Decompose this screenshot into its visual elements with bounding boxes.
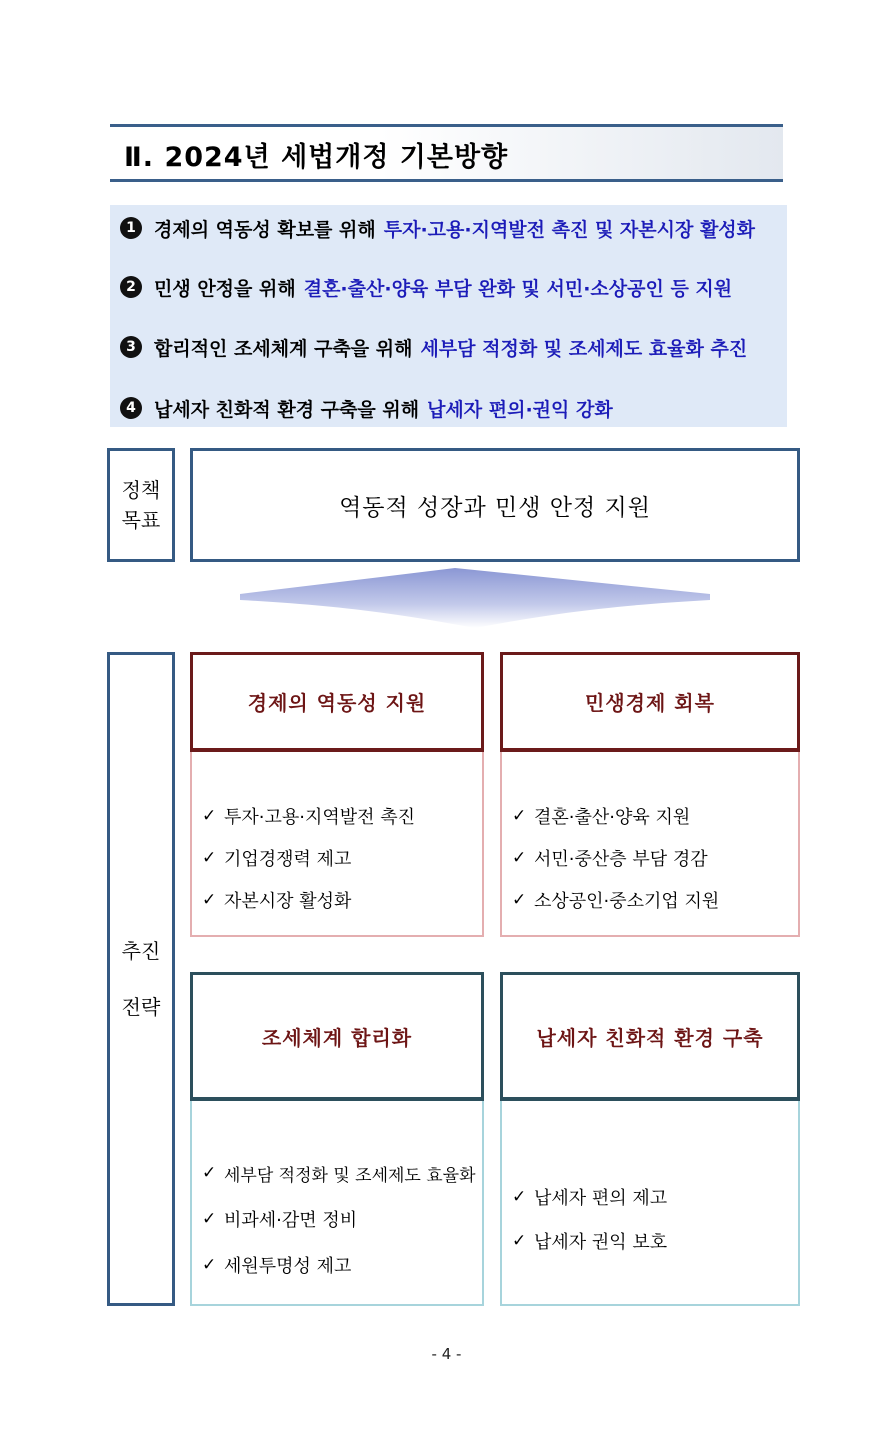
direction-item: [120, 208, 790, 248]
page-number: - 4 -: [431, 1345, 462, 1363]
direction-highlight: 결혼·출산·양육 부담 완화 및 서민·소상공인 등 지원: [303, 277, 733, 300]
check-icon: ✓: [202, 1209, 217, 1229]
direction-item: [120, 267, 790, 307]
strategy-card-body: [190, 1101, 484, 1306]
strategy-label-line1: 추진: [121, 939, 161, 963]
number-1-badge: 1: [120, 217, 142, 239]
direction-item: [120, 327, 790, 367]
policy-goal-label-line1: 정책: [121, 478, 161, 502]
list-item: ✓ 기업경쟁력 제고: [202, 848, 352, 870]
number-2-badge: 2: [120, 276, 142, 298]
strategy-card-header: [500, 972, 800, 1101]
directions-box: [110, 205, 787, 427]
up-arrow-icon: [240, 566, 710, 628]
section-title: Ⅱ. 2024년 세법개정 기본방향: [124, 142, 509, 173]
policy-goal-text: 역동적 성장과 민생 안정 지원: [339, 494, 651, 521]
number-3-badge: 3: [120, 336, 142, 358]
strategy-label-line2: 전략: [121, 995, 161, 1019]
check-icon: ✓: [202, 1163, 217, 1183]
direction-text: 합리적인 조세체계 구축을 위해: [154, 337, 413, 360]
strategy-card-title: 민생경제 회복: [585, 691, 715, 715]
policy-goal-box: [190, 448, 800, 562]
strategy-card-header: [190, 652, 484, 752]
direction-highlight: 투자·고용·지역발전 촉진 및 자본시장 활성화: [383, 218, 756, 241]
section-title-bar: [110, 124, 783, 182]
direction-item: [120, 388, 790, 428]
strategy-card-body: [500, 1101, 800, 1306]
check-icon: ✓: [202, 890, 217, 910]
check-icon: ✓: [512, 848, 527, 868]
strategy-card-title: 조세체계 합리화: [261, 1025, 413, 1050]
strategy-card-header: [190, 972, 484, 1101]
policy-goal-label-line2: 목표: [121, 508, 161, 532]
strategy-card-body: [190, 752, 484, 937]
strategy-card-header: [500, 652, 800, 752]
policy-goal-label: [107, 448, 175, 562]
direction-highlight: 납세자 편의·권익 강화: [427, 398, 613, 421]
direction-text: 민생 안정을 위해: [154, 277, 296, 300]
list-item: ✓ 서민·중산층 부담 경감: [512, 848, 708, 870]
strategy-label: [107, 652, 175, 1306]
list-item: ✓ 자본시장 활성화: [202, 890, 352, 912]
check-icon: ✓: [202, 806, 217, 826]
check-icon: ✓: [512, 890, 527, 910]
direction-text: 경제의 역동성 확보를 위해: [154, 218, 376, 241]
check-icon: ✓: [202, 1255, 217, 1275]
check-icon: ✓: [512, 1231, 527, 1251]
list-item: ✓ 결혼·출산·양육 지원: [512, 806, 691, 828]
list-item: ✓ 투자·고용·지역발전 촉진: [202, 806, 416, 828]
list-item: ✓ 세부담 적정화 및 조세제도 효율화: [202, 1163, 476, 1186]
strategy-card-title: 납세자 친화적 환경 구축: [536, 1025, 764, 1050]
check-icon: ✓: [512, 1187, 527, 1207]
list-item: ✓ 납세자 편의 제고: [512, 1187, 668, 1209]
direction-text: 납세자 친화적 환경 구축을 위해: [154, 398, 420, 421]
strategy-card-body: [500, 752, 800, 937]
strategy-card-title: 경제의 역동성 지원: [247, 691, 427, 715]
list-item: ✓ 소상공인·중소기업 지원: [512, 890, 720, 912]
list-item: ✓ 납세자 권익 보호: [512, 1231, 668, 1253]
list-item: ✓ 비과세·감면 정비: [202, 1209, 358, 1231]
check-icon: ✓: [202, 848, 217, 868]
number-4-badge: 4: [120, 397, 142, 419]
direction-highlight: 세부담 적정화 및 조세제도 효율화 추진: [420, 337, 748, 360]
list-item: ✓ 세원투명성 제고: [202, 1255, 352, 1277]
check-icon: ✓: [512, 806, 527, 826]
